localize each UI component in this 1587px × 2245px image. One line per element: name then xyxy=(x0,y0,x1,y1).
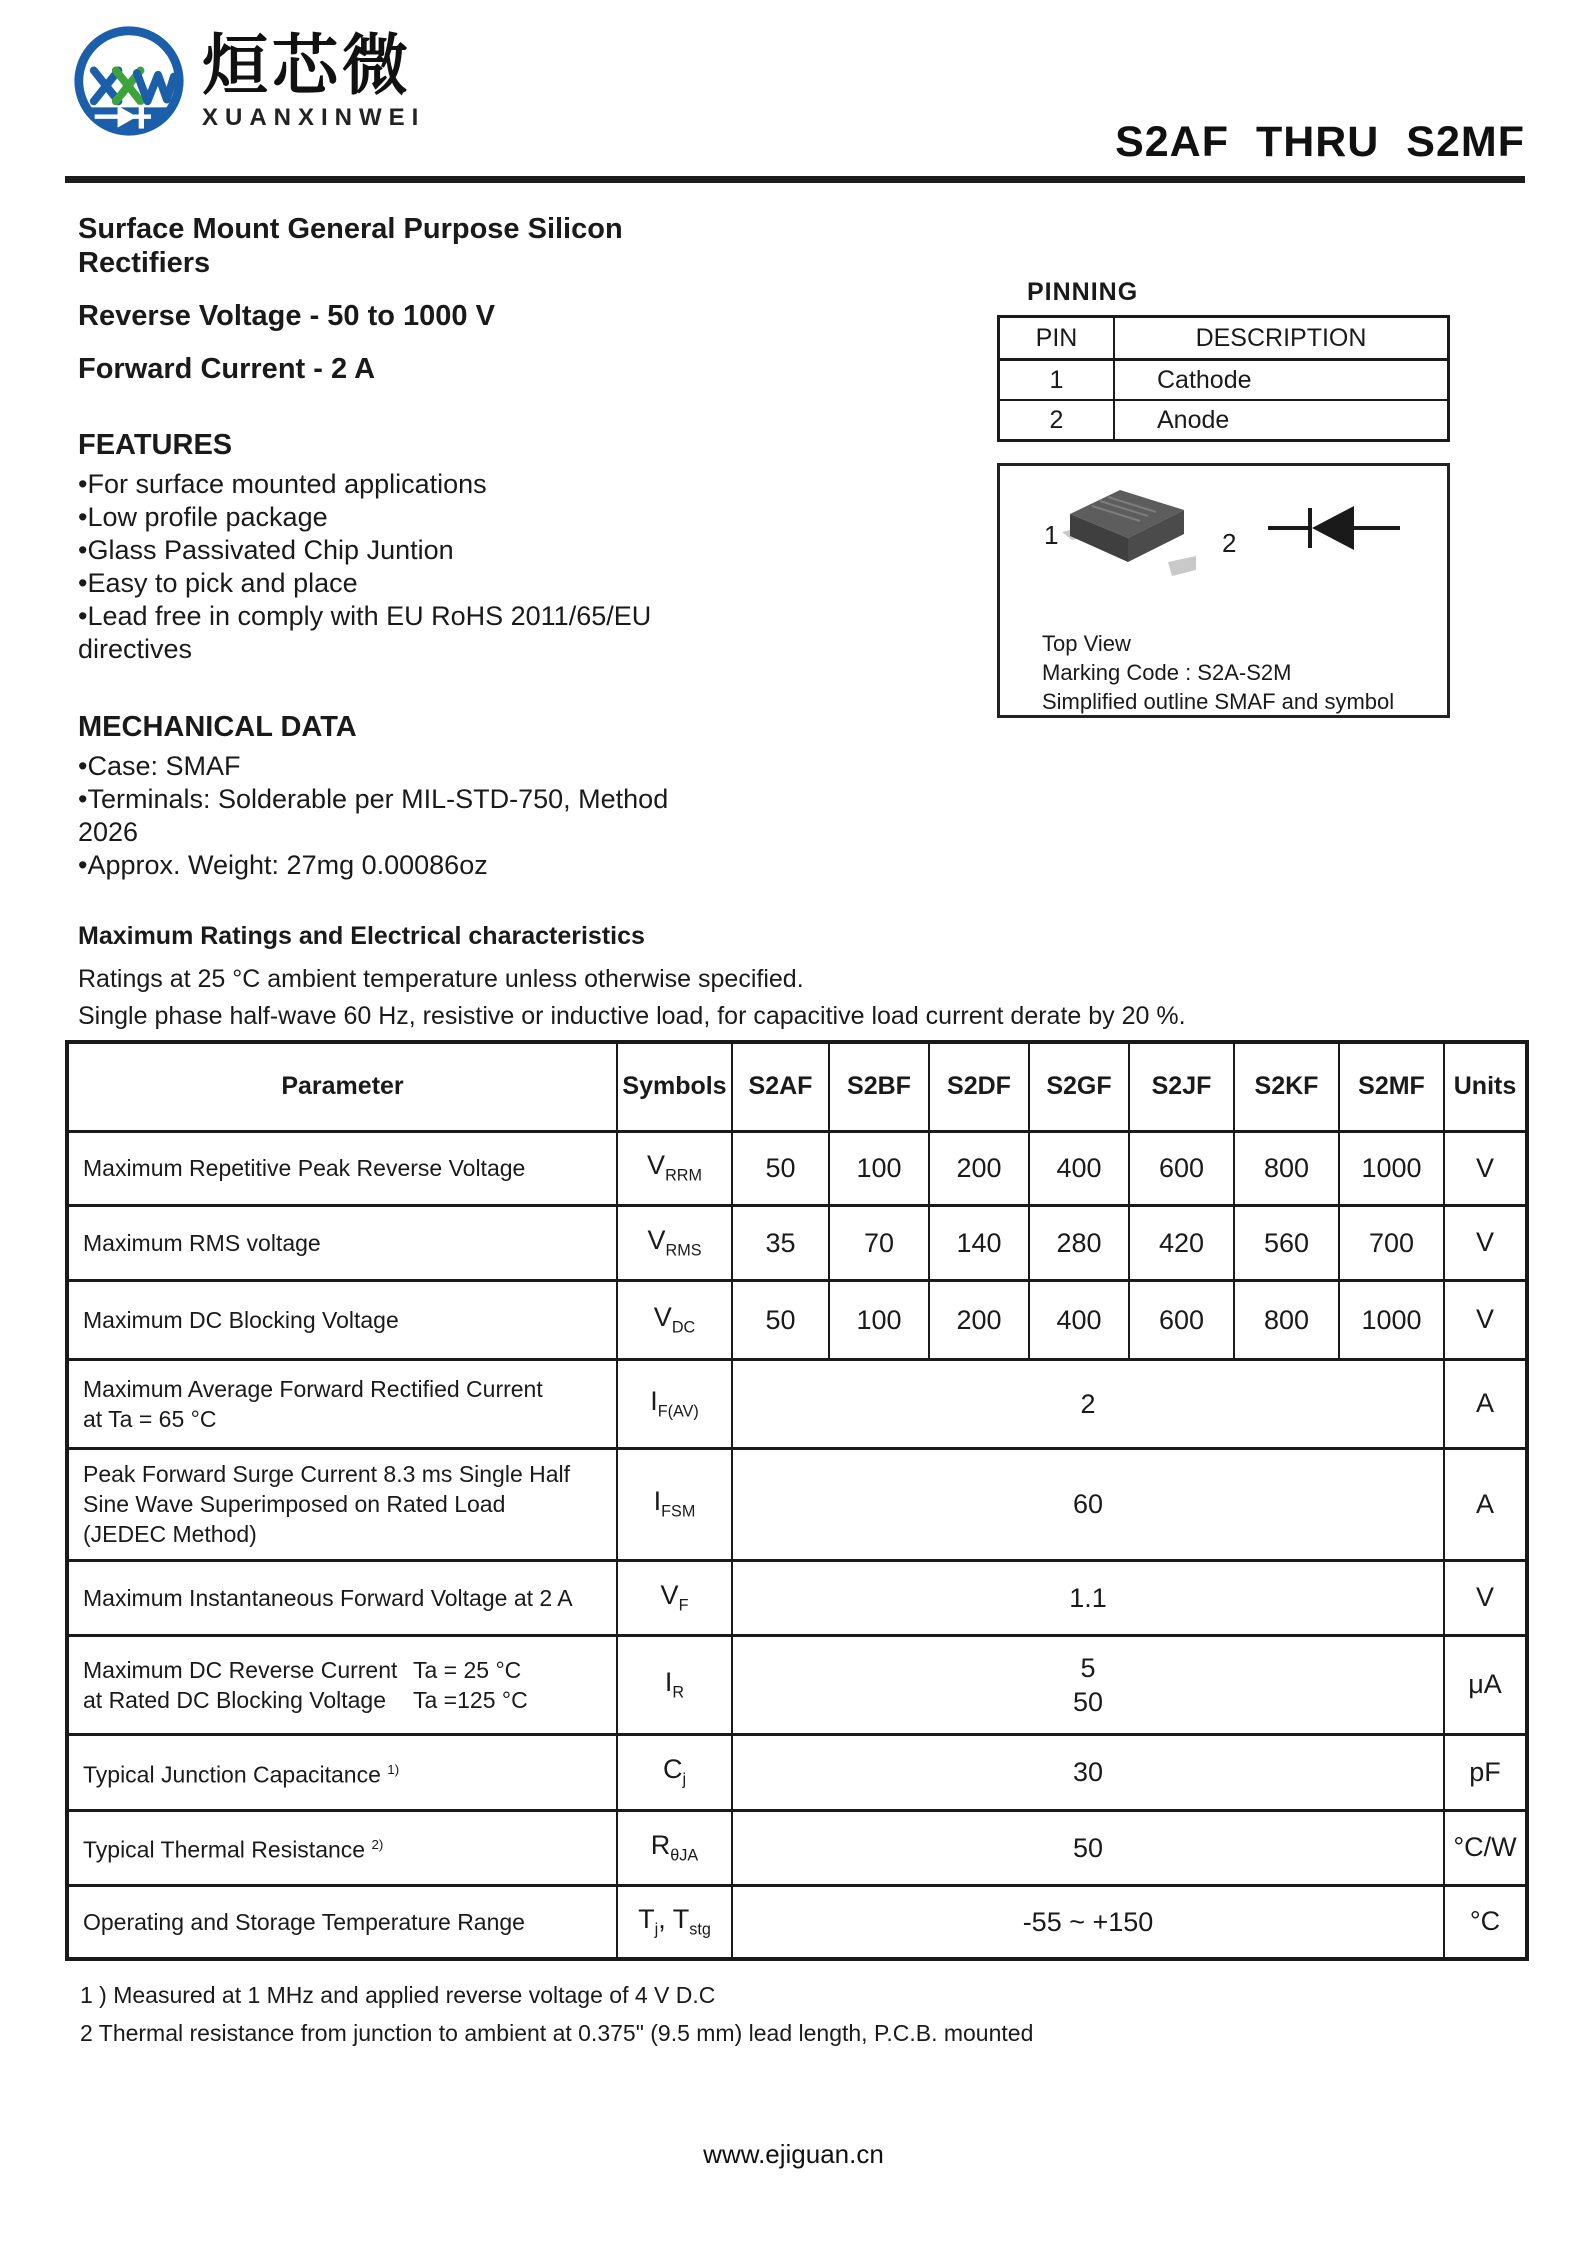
column-header-s2jf: S2JF xyxy=(1129,1042,1234,1131)
company-name-latin: XUANXINWEI xyxy=(202,104,426,131)
footnotes xyxy=(80,1976,1033,2052)
parameter-cell: Maximum DC Blocking Voltage xyxy=(67,1280,617,1359)
value-cell: 700 xyxy=(1339,1205,1444,1280)
parameter-cell: Peak Forward Surge Current 8.3 ms Single Half Sine Wave Superimposed on Rated Load (JEDEC Method) xyxy=(67,1448,617,1560)
value-cell: 800 xyxy=(1234,1280,1339,1359)
unit-cell: A xyxy=(1444,1448,1527,1560)
value-cell-span: 2 xyxy=(732,1359,1444,1448)
parameter-cell: Operating and Storage Temperature Range xyxy=(67,1885,617,1959)
ratings-table xyxy=(65,1040,1529,1961)
parameter-cell: Maximum Instantaneous Forward Voltage at 2 A xyxy=(67,1560,617,1635)
ratings-row xyxy=(67,1635,1527,1734)
column-header-s2af: S2AF xyxy=(732,1042,829,1131)
logo-monogram xyxy=(94,70,174,101)
ratings-heading: Maximum Ratings and Electrical characteristics xyxy=(78,922,645,950)
pinning-header-row xyxy=(999,317,1449,360)
website-link[interactable]: www.ejiguan.cn xyxy=(703,2139,884,2169)
footnote-2: 2 Thermal resistance from junction to ambient at 0.375" (9.5 mm) lead length, P.C.B. mounted xyxy=(80,2020,1034,2046)
value-cell: 1000 xyxy=(1339,1131,1444,1205)
diode-symbol-icon xyxy=(1268,506,1400,550)
pin-column-header: PIN xyxy=(999,317,1115,360)
parameter-cell: Maximum DC Reverse Current Ta = 25 °C at Rated DC Blocking Voltage Ta =125 °C xyxy=(67,1635,617,1734)
unit-cell: μA xyxy=(1444,1635,1527,1734)
unit-cell: A xyxy=(1444,1359,1527,1448)
value-cell-span: 30 xyxy=(732,1734,1444,1810)
symbol-cell: $T_j$, $T_{stg}$ xyxy=(617,1885,732,1959)
symbol-cell: $C_j$ xyxy=(617,1734,732,1810)
unit-cell: °C xyxy=(1444,1885,1527,1959)
ratings-note-1: Ratings at 25 °C ambient temperature unless otherwise specified. xyxy=(78,965,804,993)
parameter-cell: Typical Thermal Resistance $^{2)}$ xyxy=(67,1810,617,1885)
ratings-row xyxy=(67,1810,1527,1885)
ratings-row xyxy=(67,1205,1527,1280)
unit-cell: pF xyxy=(1444,1734,1527,1810)
ratings-table-header-row xyxy=(67,1042,1527,1131)
value-cell: 140 xyxy=(929,1205,1029,1280)
package-caption-marking-code: Marking Code : S2A-S2M xyxy=(1042,660,1292,685)
value-cell: 200 xyxy=(929,1280,1029,1359)
reverse-voltage-line: Reverse Voltage - 50 to 1000 V xyxy=(78,300,495,332)
value-cell-span: 5 50 xyxy=(732,1635,1444,1734)
value-cell: 1000 xyxy=(1339,1280,1444,1359)
pin-number-cell: 2 xyxy=(999,400,1115,441)
parameter-cell: Maximum RMS voltage xyxy=(67,1205,617,1280)
ratings-row xyxy=(67,1448,1527,1560)
value-cell: 50 xyxy=(732,1280,829,1359)
package-caption-outline: Simplified outline SMAF and symbol xyxy=(1042,689,1395,714)
unit-cell: V xyxy=(1444,1560,1527,1635)
unit-cell: V xyxy=(1444,1205,1527,1280)
pinning-section xyxy=(997,278,1450,718)
symbol-cell: $V_{DC}$ xyxy=(617,1280,732,1359)
logo-w-wave xyxy=(137,73,174,101)
feature-item: • Glass Passivated Chip Juntion xyxy=(78,534,718,567)
package-illustration xyxy=(1000,466,1447,626)
value-cell: 35 xyxy=(732,1205,829,1280)
package-pin2-label: 2 xyxy=(1222,528,1237,558)
forward-current-line: Forward Current - 2 A xyxy=(78,353,376,385)
ratings-row xyxy=(67,1280,1527,1359)
value-cell-span: 1.1 xyxy=(732,1560,1444,1635)
ratings-section xyxy=(78,922,1528,1035)
features-heading: FEATURES xyxy=(78,429,233,461)
overview-section xyxy=(78,212,718,882)
pinning-table-body xyxy=(999,360,1449,441)
ratings-row xyxy=(67,1359,1527,1448)
column-header-s2gf: S2GF xyxy=(1029,1042,1129,1131)
value-cell-span: 60 xyxy=(732,1448,1444,1560)
package-outline-box xyxy=(997,463,1450,718)
value-cell-span: 50 xyxy=(732,1810,1444,1885)
package-caption-top-view: Top View xyxy=(1042,631,1131,656)
mechanical-data-item: • Terminals: Solderable per MIL-STD-750, Method 2026 xyxy=(78,783,718,849)
symbol-cell: $I_R$ xyxy=(617,1635,732,1734)
pin-number-cell: 1 xyxy=(999,360,1115,401)
parameter-cell: Maximum Average Forward Rectified Current at Ta = 65 °C xyxy=(67,1359,617,1448)
value-cell: 200 xyxy=(929,1131,1029,1205)
column-header-s2kf: S2KF xyxy=(1234,1042,1339,1131)
description-column-header: DESCRIPTION xyxy=(1114,317,1449,360)
header-divider xyxy=(65,176,1525,183)
symbol-cell: $R_{\theta JA}$ xyxy=(617,1810,732,1885)
unit-cell: °C/W xyxy=(1444,1810,1527,1885)
pin-description-cell: Cathode xyxy=(1114,360,1449,401)
mechanical-data-item: • Case: SMAF xyxy=(78,750,718,783)
mechanical-data-item: • Approx. Weight: 27mg 0.00086oz xyxy=(78,849,718,882)
feature-item: • Low profile package xyxy=(78,501,718,534)
feature-item: • For surface mounted applications xyxy=(78,468,718,501)
value-cell: 280 xyxy=(1029,1205,1129,1280)
value-cell: 70 xyxy=(829,1205,929,1280)
column-header-s2df: S2DF xyxy=(929,1042,1029,1131)
value-cell: 560 xyxy=(1234,1205,1339,1280)
value-cell: 50 xyxy=(732,1131,829,1205)
value-cell-span: -55 ~ +150 xyxy=(732,1885,1444,1959)
parameter-cell: Maximum Repetitive Peak Reverse Voltage xyxy=(67,1131,617,1205)
column-header-parameter: Parameter xyxy=(67,1042,617,1131)
pinning-row xyxy=(999,400,1449,441)
symbol-cell: $V_{RRM}$ xyxy=(617,1131,732,1205)
value-cell: 600 xyxy=(1129,1280,1234,1359)
pinning-heading: PINNING xyxy=(1027,278,1139,306)
column-header-s2mf: S2MF xyxy=(1339,1042,1444,1131)
footnote-1: 1 ) Measured at 1 MHz and applied reverse voltage of 4 V D.C xyxy=(80,1982,716,2008)
ratings-row xyxy=(67,1734,1527,1810)
ratings-row xyxy=(67,1131,1527,1205)
company-name-chinese: 烜芯微 xyxy=(202,28,412,102)
pin-description-cell: Anode xyxy=(1114,400,1449,441)
features-list xyxy=(78,468,718,666)
ratings-row xyxy=(67,1560,1527,1635)
unit-cell: V xyxy=(1444,1131,1527,1205)
pinning-table xyxy=(997,315,1450,442)
value-cell: 100 xyxy=(829,1280,929,1359)
value-cell: 400 xyxy=(1029,1280,1129,1359)
ratings-table-body xyxy=(67,1131,1527,1959)
logo-names xyxy=(202,22,425,132)
logo-emblem-icon xyxy=(70,22,188,140)
ratings-note-2: Single phase half-wave 60 Hz, resistive or inductive load, for capacitive load current derate by 20 %. xyxy=(78,1002,1186,1030)
unit-cell: V xyxy=(1444,1280,1527,1359)
package-captions xyxy=(1042,629,1394,716)
column-header-s2bf: S2BF xyxy=(829,1042,929,1131)
ratings-row xyxy=(67,1885,1527,1959)
symbol-cell: $I_{FSM}$ xyxy=(617,1448,732,1560)
package-pin1-label: 1 xyxy=(1044,520,1059,550)
value-cell: 800 xyxy=(1234,1131,1339,1205)
column-header-symbols: Symbols xyxy=(617,1042,732,1131)
symbol-cell: $V_{RMS}$ xyxy=(617,1205,732,1280)
value-cell: 600 xyxy=(1129,1131,1234,1205)
value-cell: 100 xyxy=(829,1131,929,1205)
product-description: Surface Mount General Purpose Silicon Rectifiers xyxy=(78,213,623,279)
mechanical-data-list xyxy=(78,750,718,882)
feature-item: • Lead free in comply with EU RoHS 2011/65/EU directives xyxy=(78,600,718,666)
package-3d-illustration xyxy=(1062,490,1196,576)
value-cell: 420 xyxy=(1129,1205,1234,1280)
symbol-cell: $I_{F(AV)}$ xyxy=(617,1359,732,1448)
mechanical-data-heading: MECHANICAL DATA xyxy=(78,711,357,743)
column-header-units: Units xyxy=(1444,1042,1527,1131)
feature-item: • Easy to pick and place xyxy=(78,567,718,600)
symbol-cell: $V_F$ xyxy=(617,1560,732,1635)
company-logo xyxy=(70,22,425,140)
value-cell: 400 xyxy=(1029,1131,1129,1205)
pinning-row xyxy=(999,360,1449,401)
document-title: S2AF THRU S2MF xyxy=(1115,118,1525,166)
parameter-cell: Typical Junction Capacitance $^{1)}$ xyxy=(67,1734,617,1810)
